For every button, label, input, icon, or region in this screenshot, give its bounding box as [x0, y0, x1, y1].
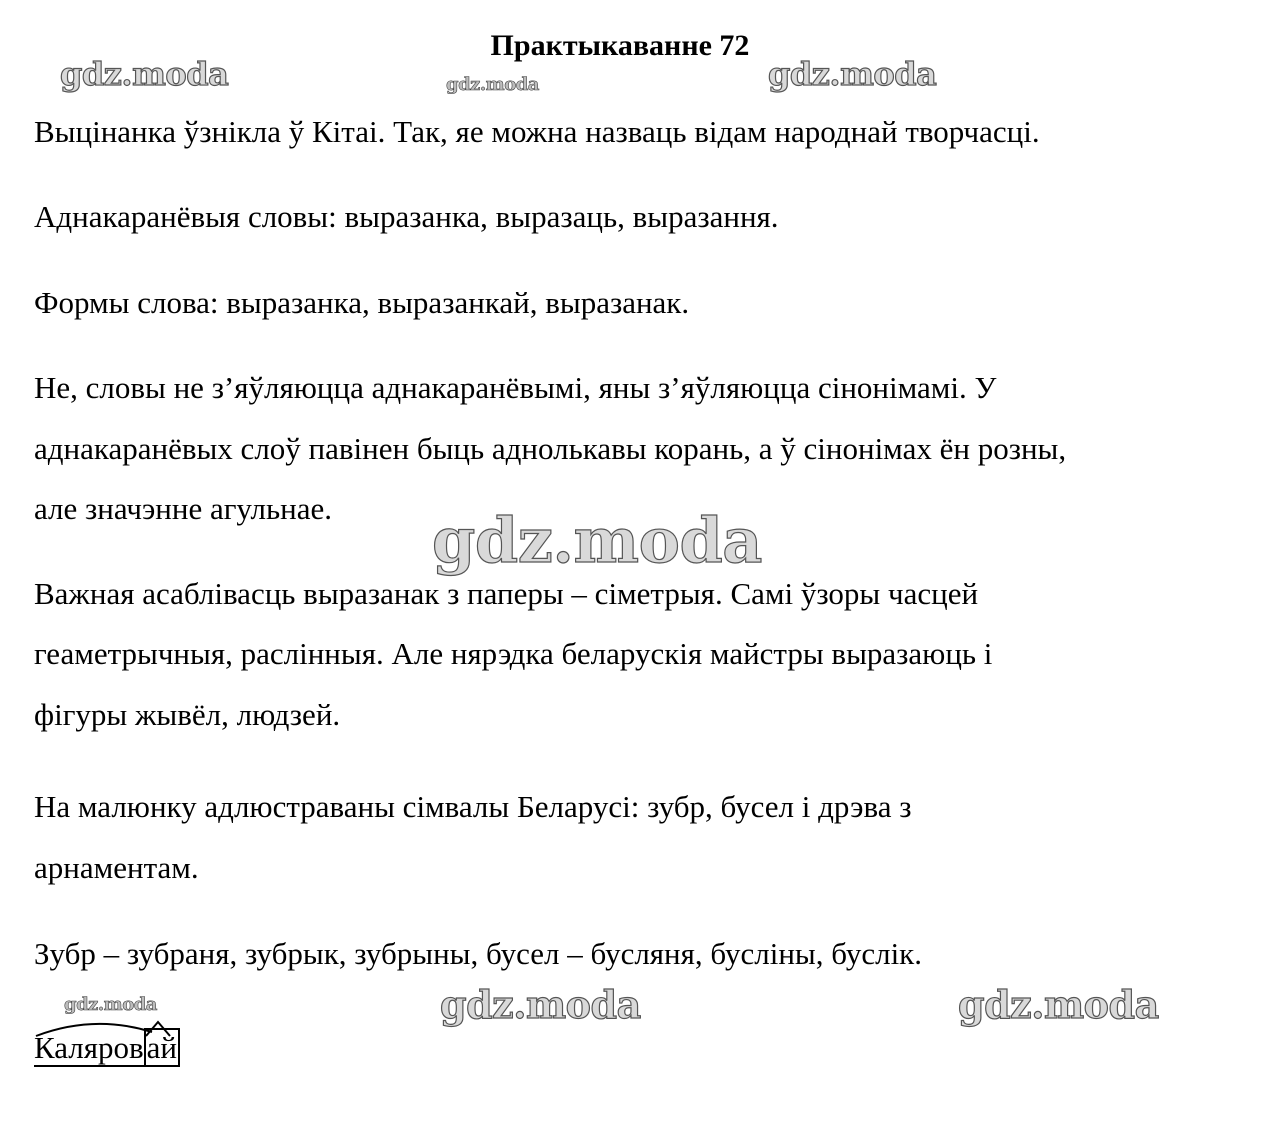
watermark-top-left: gdz.moda — [60, 55, 229, 93]
watermark-top-right: gdz.moda — [768, 55, 937, 93]
morpheme-ending: ай — [144, 1028, 180, 1067]
morpheme-word — [34, 1030, 180, 1066]
watermark-top-center: gdz.moda — [446, 74, 539, 95]
paragraph-6-line-1: На малюнку адлюстраваны сімвалы Беларусі: зубр, бусел і дрэва з — [34, 789, 912, 824]
morpheme-stem: Каляров — [34, 1030, 144, 1065]
paragraph-5-line-3: фігуры жывёл, людзей. — [34, 697, 341, 732]
paragraph-4-line-2: аднакаранёвых слоў павінен быць аднолькавы корань, а ў сінонімах ён розны, — [34, 431, 1067, 466]
paragraph-1-line-1: Выцінанка ўзнікла ў Кітаі. Так, яе можна назваць відам народнай творчасці. — [34, 114, 1040, 149]
watermark-bottom-right: gdz.moda — [958, 982, 1159, 1027]
paragraph-5-line-2: геаметрычныя, раслінныя. Але нярэдка беларускія майстры выразаюць і — [34, 636, 993, 671]
paragraph-3-line-1: Формы слова: выразанка, выразанкай, выразанак. — [34, 285, 690, 320]
paragraph-5-line-1: Важная асаблівасць выразанак з паперы – сіметрыя. Самі ўзоры часцей — [34, 576, 979, 611]
paragraph-7-line-1: Зубр – зубраня, зубрык, зубрыны, бусел – бусляня, бусліны, буслік. — [34, 936, 922, 971]
paragraph-4-line-3: але значэнне агульнае. — [34, 491, 333, 526]
watermark-center: gdz.moda — [432, 504, 762, 577]
page-title: Практыкаванне 72 — [490, 29, 750, 62]
watermark-bottom-left: gdz.moda — [64, 994, 157, 1015]
paragraph-2-line-1: Аднакаранёвыя словы: выразанка, выразаць, выразання. — [34, 199, 779, 234]
paragraph-6-line-2: арнаментам. — [34, 850, 199, 885]
morpheme-analysis — [34, 1018, 214, 1070]
watermark-bottom-center: gdz.moda — [440, 982, 641, 1027]
paragraph-4-line-1: Не, словы не з’яўляюцца аднакаранёвымі, яны з’яўляюцца сінонімамі. У — [34, 370, 997, 405]
